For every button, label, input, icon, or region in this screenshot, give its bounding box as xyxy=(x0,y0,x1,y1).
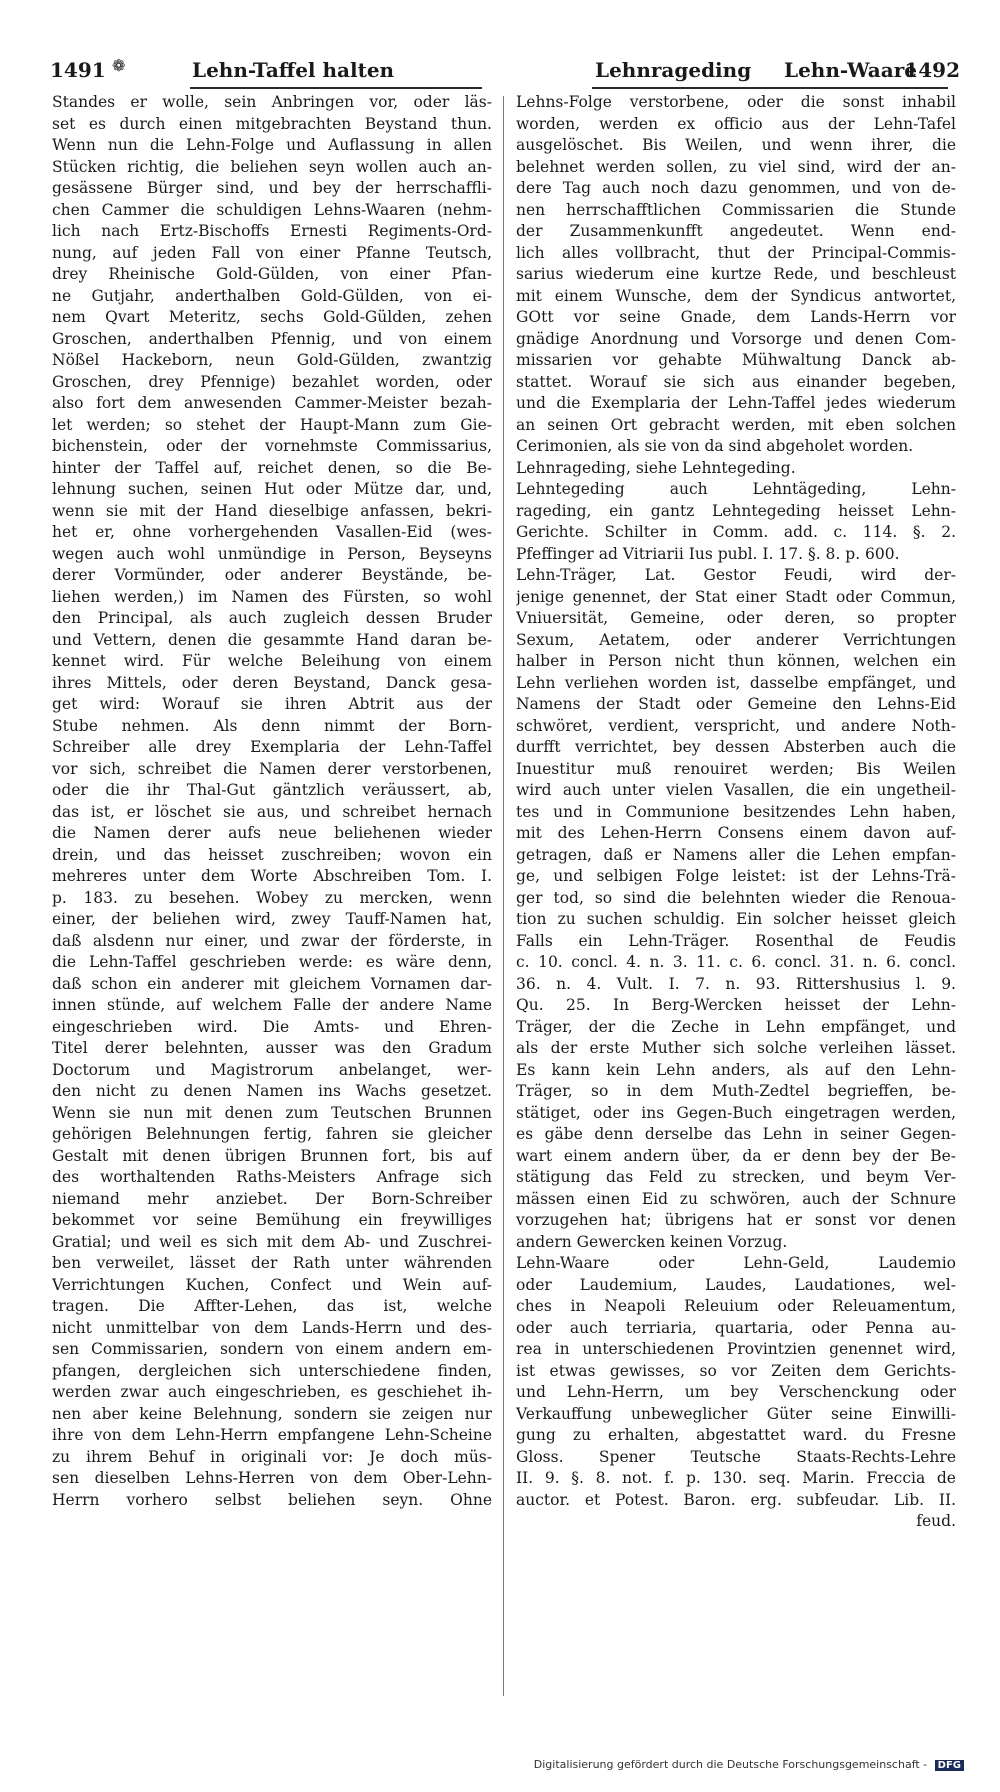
text-line: nung, auf jeden Fall von einer Pfanne Teutsch, xyxy=(52,243,492,262)
text-line: gesässene Bürger sind, und bey der herrschaffli- xyxy=(52,179,492,197)
text-line: Verkauffung unbeweglicher Güter seine Einwilli- xyxy=(516,1404,956,1423)
text-line: oder die ihr Thal-Gut gäntzlich veräussert, ab, xyxy=(52,781,492,799)
text-line: niemand mehr anziebet. Der Born-Schreiber xyxy=(52,1189,492,1208)
text-line: Standes er wolle, sein Anbringen vor, oder läs- xyxy=(52,93,492,111)
text-line: eingeschrieben wird. Die Amts- und Ehren- xyxy=(52,1017,492,1036)
text-line: stätigung das Feld zu strecken, und beym Ver- xyxy=(516,1168,956,1186)
text-line: als der erste Muther sich solche verleihen lässet. xyxy=(516,1039,956,1057)
text-line: get wird: Worauf sie ihren Abtrit aus der xyxy=(52,695,492,713)
text-line: let werden; so stehet der Haupt-Mann zum Gie- xyxy=(52,415,492,434)
text-line: Titel derer belehnten, ausser was den Gradum xyxy=(52,1039,492,1057)
text-line: chen Cammer die schuldigen Lehns-Waaren (nehm- xyxy=(52,200,492,219)
text-line: der Zusammenkunfft angedeutet. Wenn end- xyxy=(516,222,956,240)
dfg-logo: DFG xyxy=(935,1760,964,1771)
digitization-credit xyxy=(534,1758,964,1771)
text-line: II. 9. §. 8. not. f. p. 130. seq. Marin. Freccia de xyxy=(516,1469,956,1487)
text-line: lich alles vollbracht, thut der Principal-Commis- xyxy=(516,243,956,262)
text-line: wart einem andern über, da er denn bey der Be- xyxy=(516,1146,956,1165)
text-line: tion zu suchen schuldig. Ein solcher heisset gleich xyxy=(516,910,956,928)
text-line: den Principal, als auch zugleich dessen Bruder xyxy=(52,609,492,627)
text-line: ne Gutjahr, anderthalben Gold-Gülden, von ei- xyxy=(52,286,492,305)
text-line: schwöret, verdient, verspricht, und andere Noth- xyxy=(516,716,956,735)
text-line: mehreres unter dem Worte Abschreiben Tom. I. xyxy=(52,867,492,885)
right-text-column xyxy=(516,92,956,1698)
text-line: Wenn nun die Lehn-Folge und Auflassung in allen xyxy=(52,136,492,154)
left-page-number: 1491 xyxy=(50,58,106,82)
right-page-number: 1492 xyxy=(904,58,960,82)
text-line: Nößel Hackeborn, neun Gold-Gülden, zwantzig xyxy=(52,351,492,369)
text-line: zu ihrem Behuf in originali vor: Je doch müs- xyxy=(52,1447,492,1466)
text-line: Lehn-Waare oder Lehn-Geld, Laudemio xyxy=(516,1254,956,1272)
text-line: daß schon ein anderer mit gleichem Vornamen dar- xyxy=(52,974,492,993)
text-line: das ist, er löschet sie aus, und schreibet hernach xyxy=(52,802,492,821)
text-line: mit des Lehen-Herrn Consens einem davon auf- xyxy=(516,824,956,842)
text-line: drein, und das heisset zuschreiben; wovon ein xyxy=(52,845,492,864)
text-line: p. 183. zu besehen. Wobey zu mercken, wenn xyxy=(52,888,492,907)
text-line: Stube nehmen. Als denn nimmt der Born- xyxy=(52,716,492,735)
text-line: Vniuersität, Gemeine, oder deren, so propter xyxy=(516,609,956,627)
text-line: set es durch einen mitgebrachten Beystand thun. xyxy=(52,114,492,133)
text-line: wird auch unter vielen Vasallen, die ein ungetheil- xyxy=(516,781,956,799)
text-line: sen dieselben Lehns-Herren von dem Ober-Lehn- xyxy=(52,1469,492,1487)
text-line: ge, und selbigen Folge leistet: ist der Lehns-Trä- xyxy=(516,867,956,885)
text-line: Stücken richtig, die beliehen seyn wollen auch an- xyxy=(52,157,492,176)
text-line: den nicht zu denen Namen ins Wachs gesetzet. xyxy=(52,1082,492,1100)
text-line: Cerimonien, als sie von da sind abgeholet worden. xyxy=(516,437,914,455)
text-line: ches in Neapoli Releuium oder Releuamentum, xyxy=(516,1297,956,1315)
text-line: andern Gewercken keinen Vorzug. xyxy=(516,1232,788,1251)
text-line: an seinen Ort gebracht werden, mit eben solchen xyxy=(516,415,956,434)
text-line: und Vettern, denen die gesammte Hand daran be- xyxy=(52,630,492,649)
text-line: Falls ein Lehn-Träger. Rosenthal de Feudis xyxy=(516,931,956,950)
text-line: drey Rheinische Gold-Gülden, von einer Pfan- xyxy=(52,265,492,283)
text-line: hinter der Taffel auf, reichet denen, so die Be- xyxy=(52,458,492,477)
text-line: Gloss. Spener Teutsche Staats-Rechts-Lehre xyxy=(516,1447,956,1466)
ornament-icon: ❁ xyxy=(112,56,126,75)
text-line: stattet. Worauf sie sich aus einander begeben, xyxy=(516,372,956,391)
text-line: Inuestitur muß renouiret werden; Bis Weilen xyxy=(516,759,956,778)
text-line: also fort dem anwesenden Cammer-Meister bezah- xyxy=(52,394,492,412)
text-line: ben verweilet, lässet der Rath unter währenden xyxy=(52,1254,492,1272)
text-line: Doctorum und Magistrorum anbelanget, wer- xyxy=(52,1060,492,1079)
text-line: sen Commissarien, sondern von einem andern em- xyxy=(52,1340,492,1358)
text-line: Verrichtungen Kuchen, Confect und Wein auf- xyxy=(52,1275,492,1294)
text-line: worden, werden ex officio aus der Lehn-Tafel xyxy=(516,114,956,133)
text-line: vor sich, schreibet die Namen derer verstorbenen, xyxy=(52,759,492,778)
text-line: Qu. 25. In Berg-Wercken heisset der Lehn- xyxy=(516,996,956,1014)
text-line: lehnung suchen, seinen Hut oder Mütze dar, und, xyxy=(52,480,492,498)
text-line: ist etwas gewisses, so vor Zeiten dem Gerichts- xyxy=(516,1361,956,1380)
text-line: vorzugehen hat; übrigens hat er sonst vor denen xyxy=(516,1211,956,1229)
text-line: und die Exemplaria der Lehn-Taffel jedes wiederum xyxy=(516,394,956,412)
text-line: wenn sie mit der Hand dieselbige anfassen, bekri- xyxy=(52,501,492,520)
header-rule-left xyxy=(190,87,482,89)
text-line: auctor. et Potest. Baron. erg. subfeudar. Lib. II. xyxy=(516,1490,956,1509)
text-line: Gestalt mit denen übrigen Brunnen fort, bis auf xyxy=(52,1146,492,1165)
text-line: innen stünde, auf welchem Falle der andere Name xyxy=(52,996,492,1014)
text-line: Namens der Stadt oder Gemeine den Lehns-Eid xyxy=(516,695,956,713)
text-line: belehnet werden sollen, zu viel sind, wird der an- xyxy=(516,157,956,176)
text-line: het er, ohne vorhergehenden Vasallen-Eid (wes- xyxy=(52,523,492,541)
right-running-word: Lehn-Waare xyxy=(784,58,917,82)
text-line: tragen. Die Affter-Lehen, das ist, welche xyxy=(52,1297,492,1315)
text-line: es gäbe denn derselbe das Lehn in seiner Gegen- xyxy=(516,1125,956,1143)
text-line: rageding, ein gantz Lehntegeding heisset Lehn- xyxy=(516,501,956,520)
text-line: feud. xyxy=(916,1512,956,1530)
text-line: oder auch terriaria, quartaria, oder Penna au- xyxy=(516,1318,956,1337)
text-line: pfangen, dergleichen sich unterschiedene finden, xyxy=(52,1361,492,1380)
text-line: gung zu erhalten, abgestattet ward. du Fresne xyxy=(516,1426,956,1444)
text-line: jenige genennet, der Stat einer Stadt oder Commun, xyxy=(516,587,956,606)
text-line: Lehn verliehen worden ist, dasselbe empfänget, und xyxy=(516,673,956,692)
text-line: Gratial; und weil es sich mit dem Ab- und Zuschrei- xyxy=(52,1232,492,1251)
text-line: Lehns-Folge verstorbene, oder die sonst inhabil xyxy=(516,93,956,111)
left-running-title: Lehn-Taffel halten xyxy=(192,58,395,82)
text-line: nen aber keine Belehnung, sondern sie zeigen nur xyxy=(52,1404,492,1423)
text-line: Lehnrageding, siehe Lehntegeding. xyxy=(516,458,796,477)
column-divider xyxy=(503,96,504,1696)
text-line: daß alsdenn nur einer, und zwar der förderste, in xyxy=(52,931,492,950)
text-line: tes und in Communione besitzendes Lehn haben, xyxy=(516,802,956,821)
text-line: Schreiber alle drey Exemplaria der Lehn-Taffel xyxy=(52,738,492,756)
text-line: liehen werden,) im Namen des Fürsten, so wohl xyxy=(52,587,492,606)
text-line: durfft verrichtet, bey dessen Absterben auch die xyxy=(516,738,956,756)
text-line: gehörigen Belehnungen fertig, fahren sie gleicher xyxy=(52,1125,492,1143)
text-line: GOtt vor seine Gnade, dem Lands-Herrn vor xyxy=(516,308,956,326)
text-line: ausgelöschet. Bis Weilen, und wenn ihrer, die xyxy=(516,136,956,154)
text-line: nicht unmittelbar von dem Lands-Herrn und des- xyxy=(52,1318,492,1337)
text-line: kennet wird. Für welche Beleihung von einem xyxy=(52,652,492,670)
text-line: 36. n. 4. Vult. I. 7. n. 93. Rittershusius l. 9. xyxy=(516,974,956,993)
text-line: mit einem Wunsche, dem der Syndicus antwortet, xyxy=(516,286,956,305)
text-line: rea in unterschiedenen Provintzien genennet wird, xyxy=(516,1340,956,1358)
page-header xyxy=(40,54,960,92)
text-line: dere Tag auch noch dazu genommen, und von de- xyxy=(516,179,956,197)
text-line: Pfeffinger ad Vitriarii Ius publ. I. 17. §. 8. p. 600. xyxy=(516,544,900,563)
text-line: Träger, der die Zeche in Lehn empfänget, und xyxy=(516,1017,956,1036)
text-line: getragen, daß er Namens aller die Lehen empfan- xyxy=(516,845,956,864)
text-line: Groschen, anderthalben Pfennig, und von einem xyxy=(52,329,492,348)
text-line: Träger, so in dem Muth-Zedtel begrieffen, be- xyxy=(516,1082,956,1100)
text-line: Herrn vorhero selbst beliehen seyn. Ohne xyxy=(52,1490,492,1509)
text-line: einer, der beliehen wird, zwey Tauff-Namen hat, xyxy=(52,910,492,928)
credit-text: Digitalisierung gefördert durch die Deutsche Forschungsgemeinschaft - xyxy=(533,1758,928,1771)
text-line: halber in Person nicht thun können, welchen ein xyxy=(516,652,956,670)
text-line: Gerichte. Schilter in Comm. add. c. 114. §. 2. xyxy=(516,523,956,541)
text-line: bichenstein, oder der vornehmste Commissarius, xyxy=(52,437,492,455)
text-line: Sexum, Aetatem, oder anderer Verrichtungen xyxy=(516,630,956,649)
text-line: Wenn sie nun mit denen zum Teutschen Brunnen xyxy=(52,1103,492,1122)
text-line: Lehn-Träger, Lat. Gestor Feudi, wird der- xyxy=(516,566,956,584)
text-line: die Lehn-Taffel geschrieben werde: es wäre denn, xyxy=(52,953,492,971)
text-line: Lehntegeding auch Lehntägeding, Lehn- xyxy=(516,480,956,498)
text-line: ger tod, so sind die belehnten wieder die Renoua- xyxy=(516,888,956,907)
text-line: mässen einen Eid zu schwören, auch der Schnure xyxy=(516,1189,956,1208)
text-line: die Namen derer aufs neue beliehenen wieder xyxy=(52,824,492,842)
text-line: des worthaltenden Raths-Meisters Anfrage sich xyxy=(52,1168,492,1186)
text-line: und Lehn-Herrn, um bey Verschenckung oder xyxy=(516,1383,956,1401)
text-line: ihre von dem Lehn-Herrn empfangene Lehn-Scheine xyxy=(52,1426,492,1444)
text-line: Es kann kein Lehn anders, als auf den Lehn- xyxy=(516,1060,956,1079)
text-line: derer Vormünder, oder anderer Beystände, be- xyxy=(52,566,492,584)
text-line: lich nach Ertz-Bischoffs Ernesti Regiments-Ord- xyxy=(52,222,492,240)
text-line: wegen auch wohl unmündige in Person, Beyseyns xyxy=(52,544,492,563)
text-line: c. 10. concl. 4. n. 3. 11. c. 6. concl. 31. n. 6. concl. xyxy=(516,953,956,971)
text-line: nem Qvart Meteritz, sechs Gold-Gülden, zehen xyxy=(52,308,492,326)
text-line: sarius wiederum eine kurtze Rede, und beschleust xyxy=(516,265,956,283)
text-line: werden zwar auch eingeschrieben, es geschiehet ih- xyxy=(52,1383,492,1401)
header-rule-right xyxy=(592,87,948,89)
text-line: oder Laudemium, Laudes, Laudationes, wel- xyxy=(516,1275,956,1294)
text-line: Groschen, drey Pfennige) bezahlet worden, oder xyxy=(52,372,492,391)
text-line: bekommet vor seine Bemühung ein freywilliges xyxy=(52,1211,492,1229)
left-text-column xyxy=(52,92,492,1698)
text-line: nen herrschafftlichen Commissarien die Stunde xyxy=(516,200,956,219)
text-line: ihres Mittels, oder deren Beystand, Danck gesa- xyxy=(52,673,492,692)
text-line: gnädige Anordnung und Vorsorge und denen Com- xyxy=(516,329,956,348)
right-running-title: Lehnrageding xyxy=(595,58,752,82)
text-line: missarien vor gehabte Mühwaltung Danck ab- xyxy=(516,351,956,369)
text-line: stätiget, oder ins Gegen-Buch eingetragen werden, xyxy=(516,1103,956,1122)
